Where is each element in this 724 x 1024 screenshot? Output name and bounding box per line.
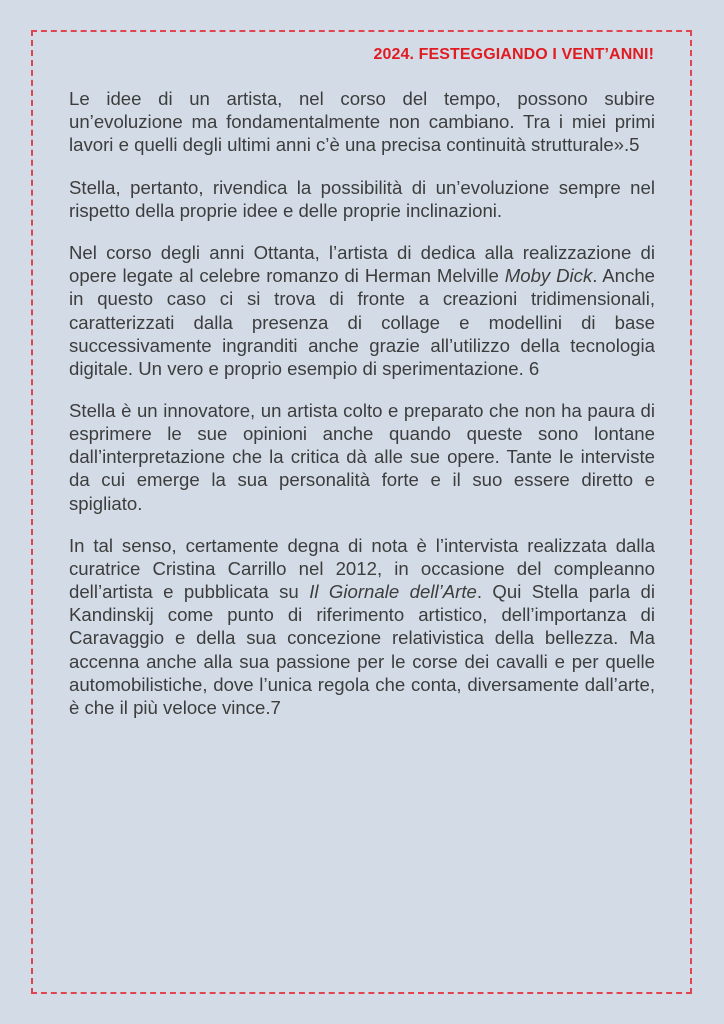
paragraph-5 [69,534,655,719]
paragraph-4: Stella è un innovatore, un artista colto e preparato che non ha paura di esprimere le sue opinioni anche quando queste sono lontane dall’interpretazione che la critica dà alle sue opere. Tante le interviste da cui emerge la sua personalità forte e il suo essere diretto e spigliato. [69,400,655,514]
book-title-moby-dick: Moby Dick [504,265,593,287]
paragraph-3-text-after: . Anche in questo caso ci si trova di fronte a creazioni tridimensionali, caratterizzati dalla presenza di collage e modellini di base successivamente ingranditi anche grazie all’utilizzo della tecnologia digitale. Un vero e proprio esempio di sperimentazione. 6 [69,265,656,379]
paragraph-5-text-after: . Qui Stella parla di Kandinskij come punto di riferimento artistico, dell’importanza di Caravaggio e della sua concezione relativistica della bellezza. Ma accenna anche alla sua passione per le corse dei cavalli e per quelle automobilistiche, dove l’unica regola che conta, diversamente dall’arte, è che il più veloce vince.7 [69,581,655,718]
article-body [69,87,655,738]
paragraph-3-text-before: Nel corso degli anni Ottanta, l’artista di dedica alla realizzazione di opere legate al celebre romanzo di Herman Melville [69,242,655,287]
paragraph-3 [69,241,655,380]
header-title: 2024. FESTEGGIANDO I VENT’ANNI! [373,46,654,63]
paragraph-1: Le idee di un artista, nel corso del tempo, possono subire un’evoluzione ma fondamentalmente non cambiano. Tra i miei primi lavori e quelli degli ultimi anni c’è una precisa continuità strutturale».5 [69,88,655,156]
paragraph-5-text-before: In tal senso, certamente degna di nota è l’intervista realizzata dalla curatrice Cristina Carrillo nel 2012, in occasione del compleanno dell’artista e pubblicata su [69,535,655,603]
paragraph-2: Stella, pertanto, rivendica la possibilità di un’evoluzione sempre nel rispetto della proprie idee e delle proprie inclinazioni. [69,176,655,221]
newspaper-title: Il Giornale dell’Arte [309,581,477,603]
